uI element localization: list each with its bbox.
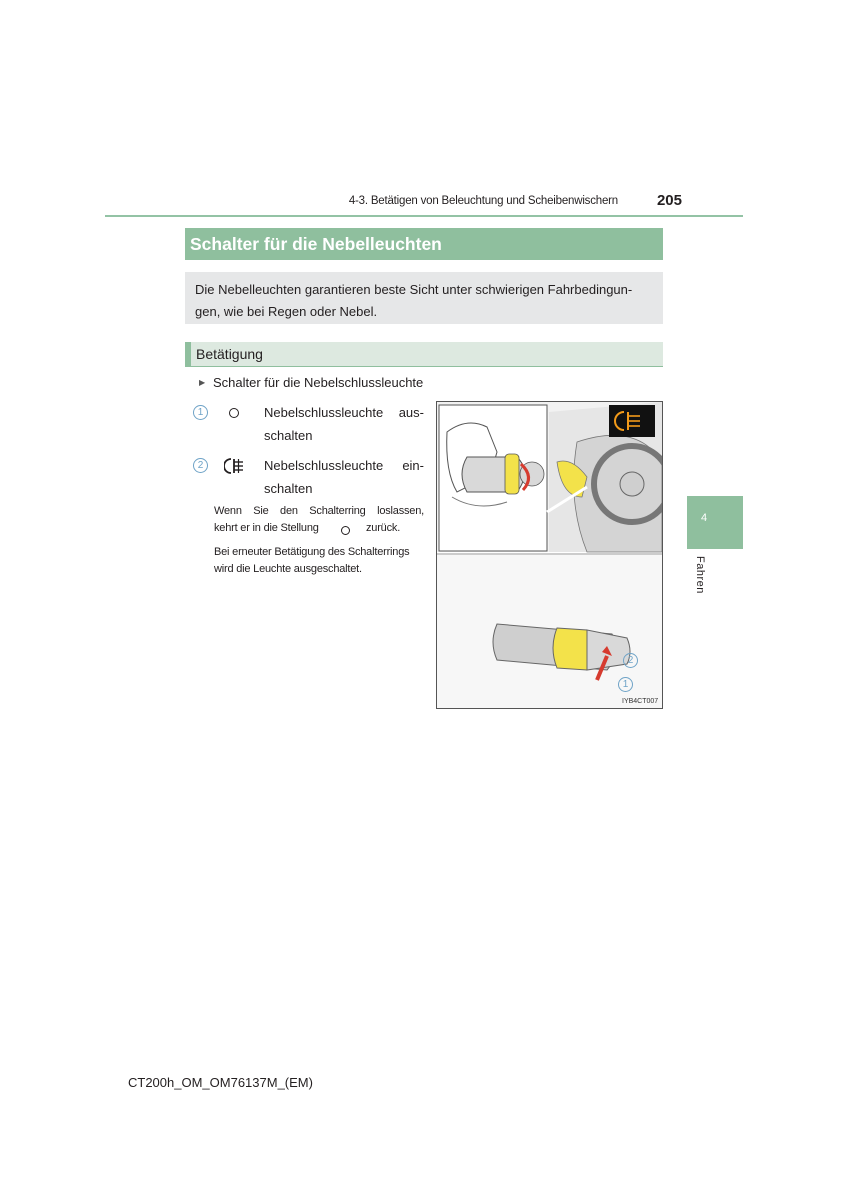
note-1-line-2: kehrt er in die Stellung — [214, 522, 319, 534]
note-2 — [214, 544, 424, 578]
item-1-text-cont: schalten — [264, 428, 313, 443]
header-rule — [105, 215, 743, 217]
rear-fog-light-icon — [224, 457, 246, 475]
off-position-icon — [341, 526, 350, 535]
note-2-line-1: Bei erneuter Betätigung des Schalterrings — [214, 546, 410, 558]
figure-code: IYB4CT007 — [622, 698, 659, 705]
fog-switch-illustration — [436, 401, 663, 709]
subsection-rule — [185, 366, 663, 367]
subsection-title: Betätigung — [185, 342, 663, 367]
item-2-text: Nebelschlussleuchte ein- — [264, 458, 424, 473]
item-marker-2: 2 — [193, 458, 208, 473]
figure-callout-2: 2 — [623, 653, 638, 668]
section-title: Schalter für die Nebelleuchten — [185, 228, 663, 260]
figure-callout-1: 1 — [618, 677, 633, 692]
note-1-end: zurück. — [366, 522, 401, 534]
chapter-tab-number: 4 — [700, 512, 708, 524]
chapter-tab-label: Fahren — [694, 556, 706, 594]
chapter-title: 4-3. Betätigen von Beleuchtung und Scheibenwischern — [348, 195, 618, 207]
section-intro: Die Nebelleuchten garantieren beste Sicht unter schwierigen Fahrbedingun-gen, wie bei Regen oder Nebel. — [185, 272, 663, 324]
bullet-triangle-icon: ▶ — [199, 378, 206, 387]
bullet-text: Schalter für die Nebelschlussleuchte — [213, 375, 424, 390]
item-marker-1: 1 — [193, 405, 208, 420]
item-2-text-cont: schalten — [264, 481, 313, 496]
item-1-text: Nebelschlussleuchte aus- — [264, 405, 424, 420]
off-position-icon — [229, 408, 239, 418]
page-number: 205 — [656, 192, 682, 209]
note-2-line-2: wird die Leuchte ausgeschaltet. — [214, 563, 362, 575]
note-1-line-1: Wenn Sie den Schalterring loslassen, — [214, 505, 424, 517]
footer-doc-id: CT200h_OM_OM76137M_(EM) — [128, 1075, 313, 1090]
